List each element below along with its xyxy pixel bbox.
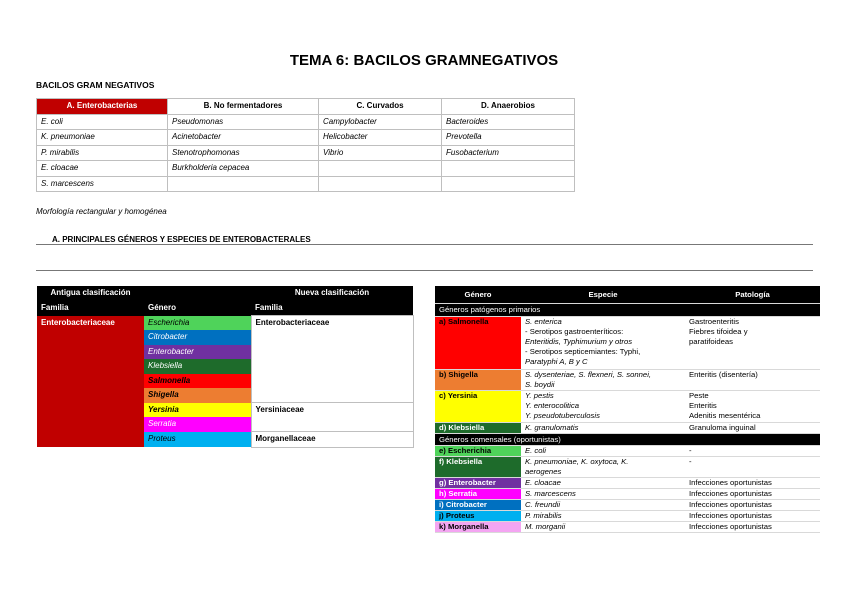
table-cell: Burkholderia cepacea [168,161,319,177]
genus-shigella: b) Shigella [435,370,521,391]
classification-header-row [37,286,413,301]
genus-serratia: h) Serratia [435,489,521,500]
pathology-cell: Infecciones oportunistas [685,522,820,533]
classification-table [37,286,414,448]
primary-header: Géneros patógenos primarios [435,304,820,317]
pathology-header-row [435,286,820,304]
section-heading: A. PRINCIPALES GÉNEROS Y ESPECIES DE ENTEROBACTERALES [52,235,311,244]
species-cell: E. cloacae [521,478,685,489]
table-cell [168,176,319,192]
pathology-cell: Granuloma inguinal [685,423,820,434]
morphology-note: Morfología rectangular y homogénea [36,207,167,216]
genus-escherichia: Escherichia [144,316,251,331]
section-row [435,304,820,317]
species-cell [521,317,685,370]
pathology-cell: Infecciones oportunistas [685,489,820,500]
divider [36,244,813,245]
table-row [435,446,820,457]
table-cell: S. marcescens [37,176,168,192]
table-cell: Stenotrophomonas [168,145,319,161]
genus-proteus: Proteus [144,432,251,448]
table-row [37,161,575,177]
pathology-cell: Infecciones oportunistas [685,500,820,511]
species-line: - Serotipos septicemiantes: Typhi, [525,347,641,356]
header-anaerobios: D. Anaerobios [442,99,575,115]
species-line: S. boydii [525,380,555,389]
table-row [435,423,820,434]
family-yersiniaceae: Yersiniaceae [251,403,413,432]
header-curvados: C. Curvados [319,99,442,115]
col-family: Familia [37,301,144,316]
header-enterobacterias: A. Enterobacterias [37,99,168,115]
groups-header-row [37,99,575,115]
pathology-line: paratifoideas [689,337,734,346]
pathology-line: Adenitis mesentérica [689,411,761,420]
pathology-line: Peste [689,391,709,400]
pathology-cell [685,317,820,370]
classification-subheader-row [37,301,413,316]
col-pathology: Patología [685,286,820,304]
divider [36,270,813,271]
species-line: Paratyphi A, B y C [525,357,588,366]
pathology-line: Fiebres tifoidea y [689,327,748,336]
species-line: aerogenes [525,467,562,476]
species-cell: S. marcescens [521,489,685,500]
table-cell: Campylobacter [319,114,442,130]
table-row [435,511,820,522]
table-cell: Bacteroides [442,114,575,130]
species-cell: P. mirabilis [521,511,685,522]
table-row [435,457,820,478]
genus-morganella: k) Morganella [435,522,521,533]
table-row [37,176,575,192]
table-row [435,500,820,511]
col-genus: Género [144,301,251,316]
genus-yersinia: Yersinia [144,403,251,418]
table-cell [442,161,575,177]
table-row [435,522,820,533]
genus-shigella: Shigella [144,388,251,403]
pathology-cell: - [685,446,820,457]
genus-escherichia: e) Escherichia [435,446,521,457]
commensal-header: Géneros comensales (oportunistas) [435,434,820,446]
table-cell [319,176,442,192]
subtitle: BACILOS GRAM NEGATIVOS [36,80,155,90]
table-cell [442,176,575,192]
table-row [435,489,820,500]
table-cell: Pseudomonas [168,114,319,130]
table-row [37,145,575,161]
species-cell: C. freundii [521,500,685,511]
table-cell: Acinetobacter [168,130,319,146]
new-classification-header: Nueva clasificación [251,286,413,301]
genus-klebsiella: d) Klebsiella [435,423,521,434]
header-no-fermentadores: B. No fermentadores [168,99,319,115]
species-line: K. pneumoniae, K. oxytoca, K. [525,457,629,466]
pathology-table [435,286,820,533]
table-cell: Vibrio [319,145,442,161]
table-row [37,114,575,130]
genus-yersinia: c) Yersinia [435,391,521,423]
blank-header [144,286,251,301]
table-cell: Fusobacterium [442,145,575,161]
pathology-line: Enteritis [689,401,717,410]
table-row [435,478,820,489]
table-cell: K. pneumoniae [37,130,168,146]
genus-klebsiella: Klebsiella [144,359,251,374]
species-line: S. enterica [525,317,562,326]
old-classification-header: Antigua clasificación [37,286,144,301]
species-cell [521,457,685,478]
table-row [435,391,820,423]
table-cell: Prevotella [442,130,575,146]
species-line: Y. pseudotuberculosis [525,411,600,420]
pathology-cell: - [685,457,820,478]
page-title: TEMA 6: BACILOS GRAMNEGATIVOS [289,52,559,69]
pathology-cell [685,391,820,423]
species-line: Y. enterocolitica [525,401,579,410]
species-line: - Serotipos gastroenteríticos: [525,327,624,336]
species-line: Enteritidis, Typhimurium y otros [525,337,633,346]
table-cell: P. mirabilis [37,145,168,161]
species-cell [521,391,685,423]
groups-table [36,98,575,192]
pathology-cell: Enteritis (disentería) [685,370,820,391]
genus-klebsiella: f) Klebsiella [435,457,521,478]
genus-salmonella: a) Salmonella [435,317,521,370]
genus-citrobacter: Citrobacter [144,330,251,345]
table-row [37,130,575,146]
table-cell [319,161,442,177]
genus-proteus: j) Proteus [435,511,521,522]
genus-enterobacter: g) Enterobacter [435,478,521,489]
species-cell: M. morganii [521,522,685,533]
section-row [435,434,820,446]
table-row [37,316,413,331]
col-family-new: Familia [251,301,413,316]
genus-enterobacter: Enterobacter [144,345,251,360]
old-family-cell: Enterobacteriaceae [37,316,144,448]
table-row [435,370,820,391]
species-line: S. dysenteriae, S. flexneri, S. sonnei, [525,370,652,379]
table-row [435,317,820,370]
pathology-cell: Infecciones oportunistas [685,478,820,489]
genus-citrobacter: i) Citrobacter [435,500,521,511]
species-cell: E. coli [521,446,685,457]
genus-salmonella: Salmonella [144,374,251,389]
table-cell: E. cloacae [37,161,168,177]
pathology-line: Gastroenteritis [689,317,739,326]
pathology-cell: Infecciones oportunistas [685,511,820,522]
species-cell: K. granulomatis [521,423,685,434]
family-enterobacteriaceae: Enterobacteriaceae [251,316,413,403]
table-cell: E. coli [37,114,168,130]
species-line: Y. pestis [525,391,554,400]
species-cell [521,370,685,391]
col-species: Especie [521,286,685,304]
col-genus: Género [435,286,521,304]
family-morganellaceae: Morganellaceae [251,432,413,448]
table-cell: Helicobacter [319,130,442,146]
genus-serratia: Serratia [144,417,251,432]
